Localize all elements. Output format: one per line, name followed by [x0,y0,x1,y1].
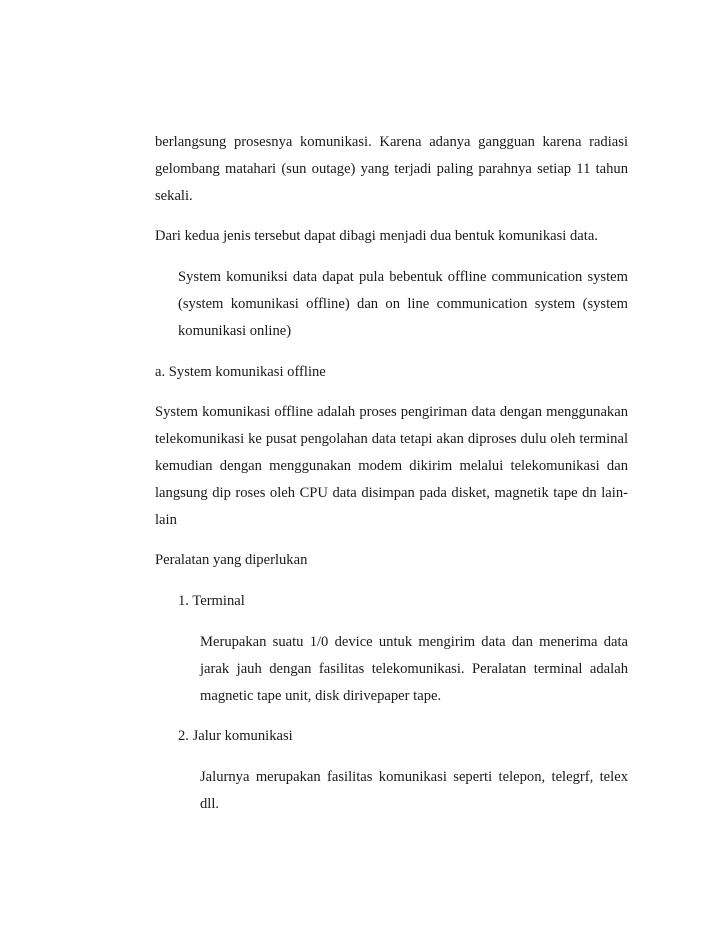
list-item-terminal-title: 1. Terminal [178,593,245,610]
paragraph-sun-outage: berlangsung prosesnya komunikasi. Karena adanya gangguan karena radiasi gelombang matahari (sun outage) yang terjadi paling parahnya setiap 11 tahun sekali. [155,134,628,204]
list-item-channel-title: 2. Jalur komunikasi [178,728,293,745]
list-item-terminal-description: Merupakan suatu 1/0 device untuk mengirim data dan menerima data jarak jauh dengan fasilitas telekomunikasi. Peralatan terminal adalah magnetic tape unit, disk dirivepaper tape. [200,633,628,704]
paragraph-equipment-needed: Peralatan yang diperlukan [155,552,308,569]
paragraph-two-forms: Dari kedua jenis tersebut dapat dibagi menjadi dua bentuk komunikasi data. [155,228,598,245]
paragraph-offline-definition: System komunikasi offline adalah proses pengiriman data dengan menggunakan telekomunikasi ke pusat pengolahan data tetapi akan diproses dulu oleh terminal kemudian dengan menggunakan modem dikirim melalui telekomunikasi dan langsung dip roses oleh CPU data disimpan pada disket, magnetik tape dn lain-lain [155,404,628,528]
heading-system-offline: a. System komunikasi offline [155,363,326,380]
paragraph-offline-online: System komuniksi data dapat pula bebentuk offline communication system (system komunikasi offline) dan on line communication system (system komunikasi online) [178,269,628,339]
list-item-channel-description: Jalurnya merupakan fasilitas komunikasi seperti telepon, telegrf, telex dll. [200,769,628,812]
document-body [155,129,628,818]
